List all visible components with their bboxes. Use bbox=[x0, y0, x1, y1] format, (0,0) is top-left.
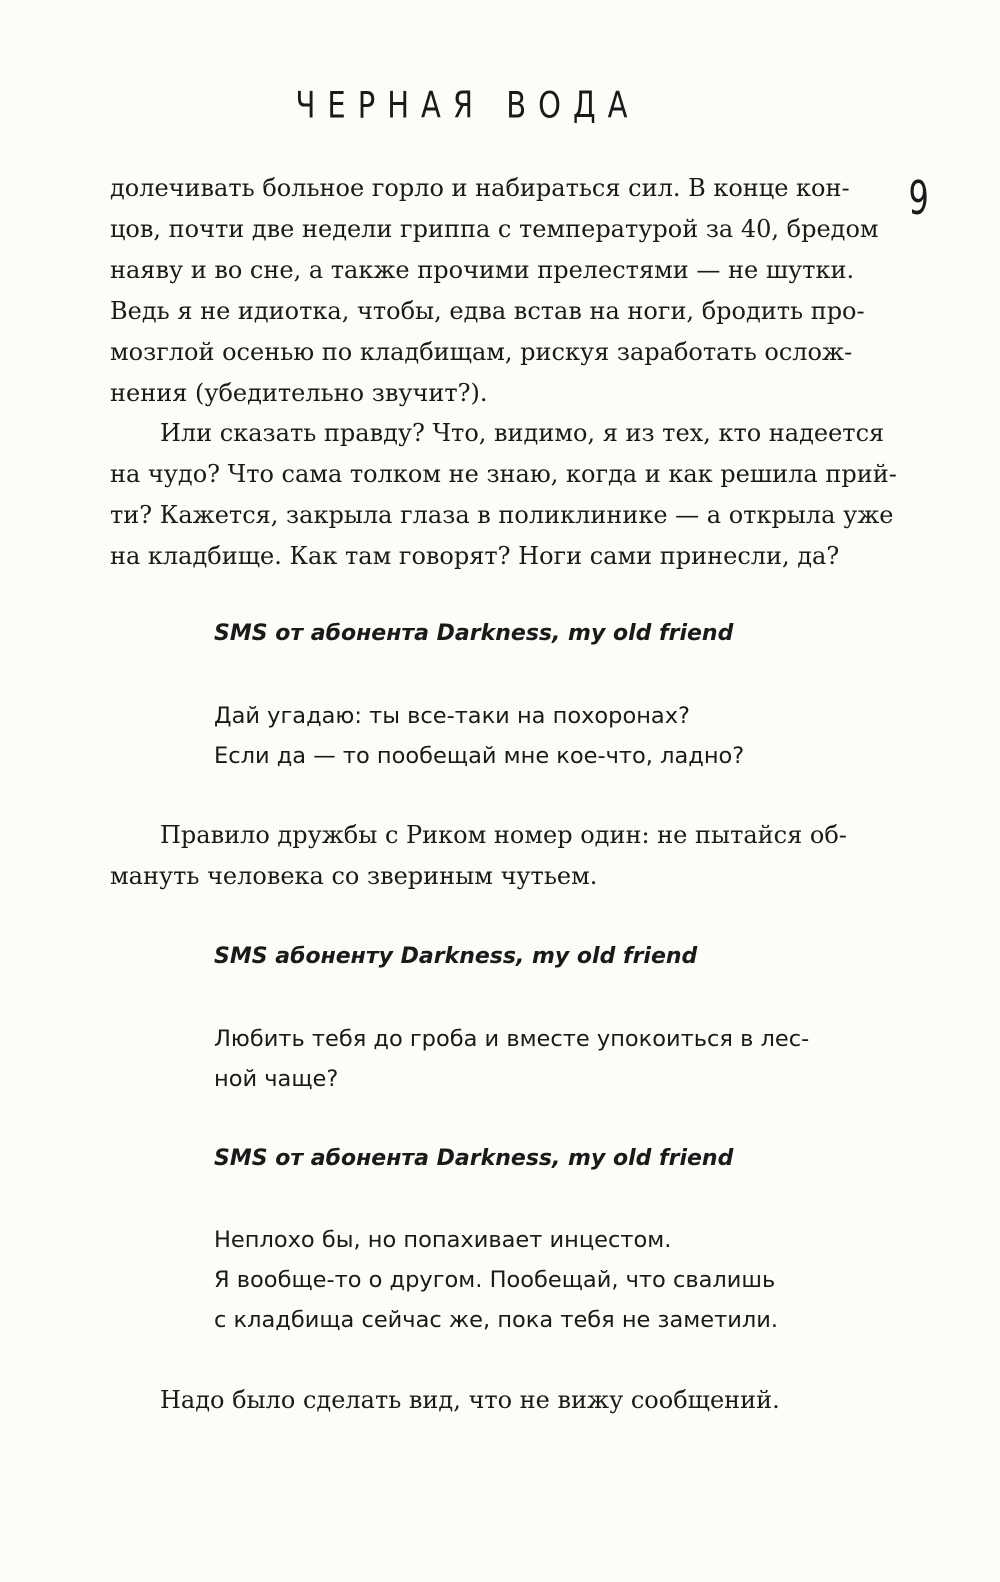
body-line: цов, почти две недели гриппа с температурой за 40, бредом bbox=[110, 215, 879, 243]
page-number: 9 bbox=[908, 172, 929, 226]
sms-text-line: ной чаще? bbox=[214, 1066, 339, 1092]
sms-text-line: Неплохо бы, но попахивает инцестом. bbox=[214, 1227, 672, 1253]
body-line: Правило дружбы с Риком номер один: не пытайся об- bbox=[160, 821, 847, 849]
body-line: мануть человека со звериным чутьем. bbox=[110, 862, 598, 890]
body-line: на кладбище. Как там говорят? Ноги сами принесли, да? bbox=[110, 542, 840, 570]
body-line: нения (убедительно звучит?). bbox=[110, 379, 488, 407]
running-title: ЧЕРНАЯ ВОДА bbox=[295, 83, 640, 127]
body-line: наяву и во сне, а также прочими прелестями — не шутки. bbox=[110, 256, 855, 284]
body-line: ти? Кажется, закрыла глаза в поликлинике — а открыла уже bbox=[110, 501, 894, 529]
body-line: Или сказать правду? Что, видимо, я из тех, кто надеется bbox=[160, 419, 885, 447]
sms-header: SMS от абонента Darkness, my old friend bbox=[214, 621, 734, 646]
body-line: Ведь я не идиотка, чтобы, едва встав на ноги, бродить про- bbox=[110, 297, 865, 325]
body-line: Надо было сделать вид, что не вижу сообщений. bbox=[160, 1386, 780, 1414]
body-line: мозглой осенью по кладбищам, рискуя заработать ослож- bbox=[110, 338, 853, 366]
sms-text-line: Я вообще-то о другом. Пообещай, что свалишь bbox=[214, 1267, 776, 1293]
sms-text-line: Если да — то пообещай мне кое-что, ладно? bbox=[214, 743, 745, 769]
sms-text-line: Любить тебя до гроба и вместе упокоиться в лес- bbox=[214, 1026, 810, 1052]
sms-header: SMS от абонента Darkness, my old friend bbox=[214, 1146, 734, 1171]
sms-text-line: Дай угадаю: ты все-таки на похоронах? bbox=[214, 703, 690, 729]
body-line: на чудо? Что сама толком не знаю, когда и как решила прий- bbox=[110, 460, 897, 488]
sms-text-line: с кладбища сейчас же, пока тебя не заметили. bbox=[214, 1307, 779, 1333]
body-line: долечивать больное горло и набираться сил. В конце кон- bbox=[110, 174, 850, 202]
sms-header: SMS абоненту Darkness, my old friend bbox=[214, 944, 698, 969]
